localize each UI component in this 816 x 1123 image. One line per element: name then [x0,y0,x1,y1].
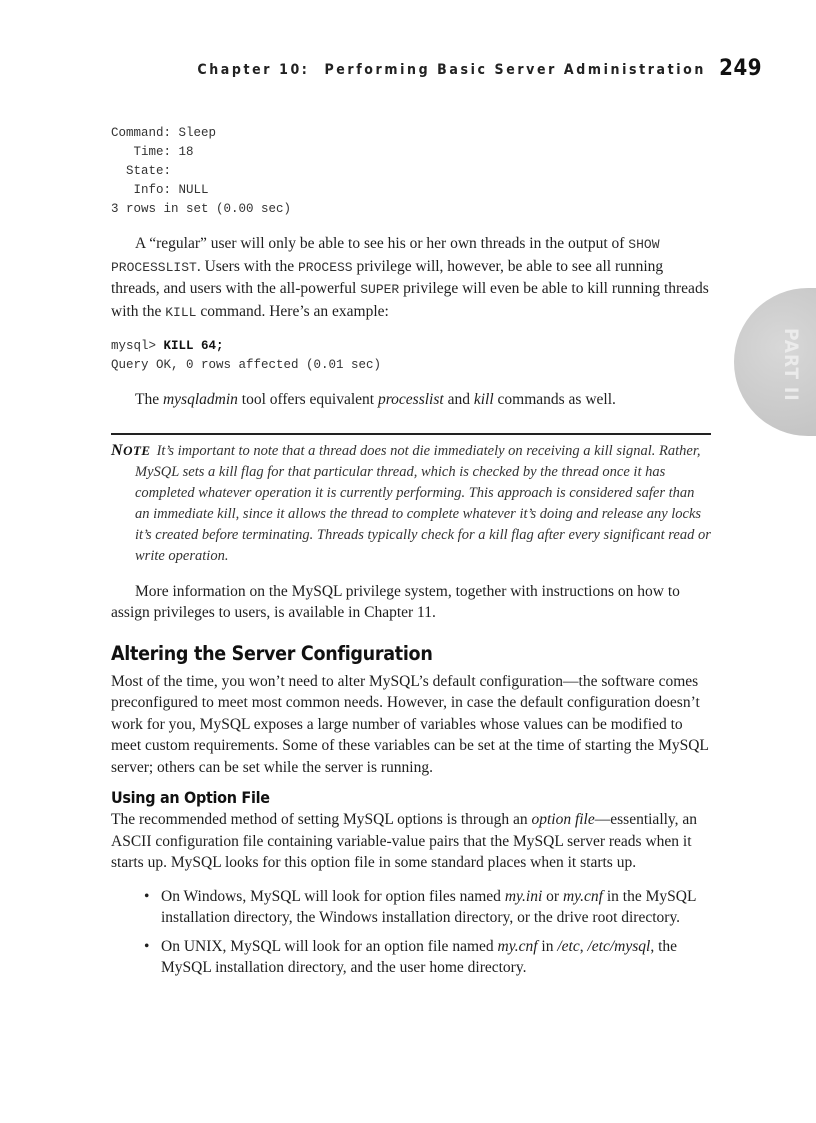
code-line: 3 rows in set (0.00 sec) [111,202,292,216]
header-chapter: Chapter 10: [197,62,310,78]
code-line: Command: Sleep [111,126,217,140]
paragraph-more-info: More information on the MySQL privilege system, together with instructions on how to assign privileges to users, is available in Chapter 11. [111,582,680,621]
page-body [111,124,711,986]
emphasis: processlist [377,391,444,408]
emphasis: my.cnf [497,937,538,955]
emphasis: my.cnf [562,887,603,905]
note-label: NOTE [111,441,151,459]
emphasis: mysqladmin [162,391,238,408]
emphasis: /etc [557,937,580,955]
note-text: NOTE It’s important to note that a thread does not die immediately on receiving a kill signal. Rather, MySQL sets a kill flag for that particular thread, which is checked by the thread once it has completed whatever operation it is currently performing. This approach is considered safer than an immediate kill, since it allows the thread to complete whatever it’s doing and release any locks it’s created before terminating. Threads typically check for a kill flag after every significant read or write operation. [111,441,711,564]
paragraph-regular-user: A “regular” user will only be able to see his or her own threads in the output of SHOW PROCESSLIST. Users with the PROCESS privilege will, however, be able to see all running threads, and users with the all-powerful SUPER privilege will even be able to kill running threads with the KILL command. Here’s an example: [111,235,709,320]
emphasis: my.ini [504,887,543,905]
paragraph-option-file: The recommended method of setting MySQL options is through an option file—essentially, an ASCII configuration file containing variable-value pairs that the MySQL server reads when it starts up. MySQL looks for this option file in some standard places when it starts up. [111,811,698,871]
code-line: State: [111,164,172,178]
list-item: • On Windows, MySQL will look for option files named my.ini or my.cnf in the MySQL installation directory, the Windows installation directory, or the drive root directory. [144,887,696,926]
paragraph-mysqladmin: The mysqladmin tool offers equivalent processlist and kill commands as well. [135,391,616,408]
header-title [197,62,706,78]
code-line: Time: 18 [111,145,194,159]
paragraph-section-body: Most of the time, you won’t need to alter MySQL’s default configuration—the software comes preconfigured to meet most common needs. However, in case the default configuration doesn’t work for you, MySQL exposes a large number of variables whose values can be modified to meet custom requirements. Some of these variables can be set at the time of starting the MySQL server; others can be set while the server is running. [111,672,709,776]
inline-code: SUPER [360,282,400,297]
code-result: Query OK, 0 rows affected (0.01 sec) [111,358,382,372]
bullet-icon: • [144,937,150,955]
inline-code: PROCESS [298,259,353,275]
code-block-processlist [111,124,711,219]
code-command: KILL 64; [163,339,224,353]
page-number: 249 [719,56,762,81]
emphasis: kill [473,391,494,408]
bullet-icon: • [144,887,150,905]
header-chapter-title: Performing Basic Server Administration [324,62,706,78]
bullet-list [111,886,711,979]
running-header [0,58,816,84]
code-line: Info: NULL [111,183,209,197]
section-heading: Altering the Server Configuration [111,641,433,665]
part-thumb-tab [734,288,816,436]
emphasis: /etc/mysql [587,937,651,955]
inline-code: SHOW PROCESSLIST [111,237,660,275]
part-tab-label: PART II [780,328,802,402]
list-item: • On UNIX, MySQL will look for an option file named my.cnf in /etc, /etc/mysql, the MySQL installation directory, and the user home directory. [144,937,678,976]
code-block-kill [111,337,711,375]
inline-code: KILL [165,304,197,320]
note-box [111,433,711,567]
emphasis: option file [531,811,595,828]
subsection-heading: Using an Option File [111,788,270,807]
code-prompt: mysql> [111,339,164,353]
